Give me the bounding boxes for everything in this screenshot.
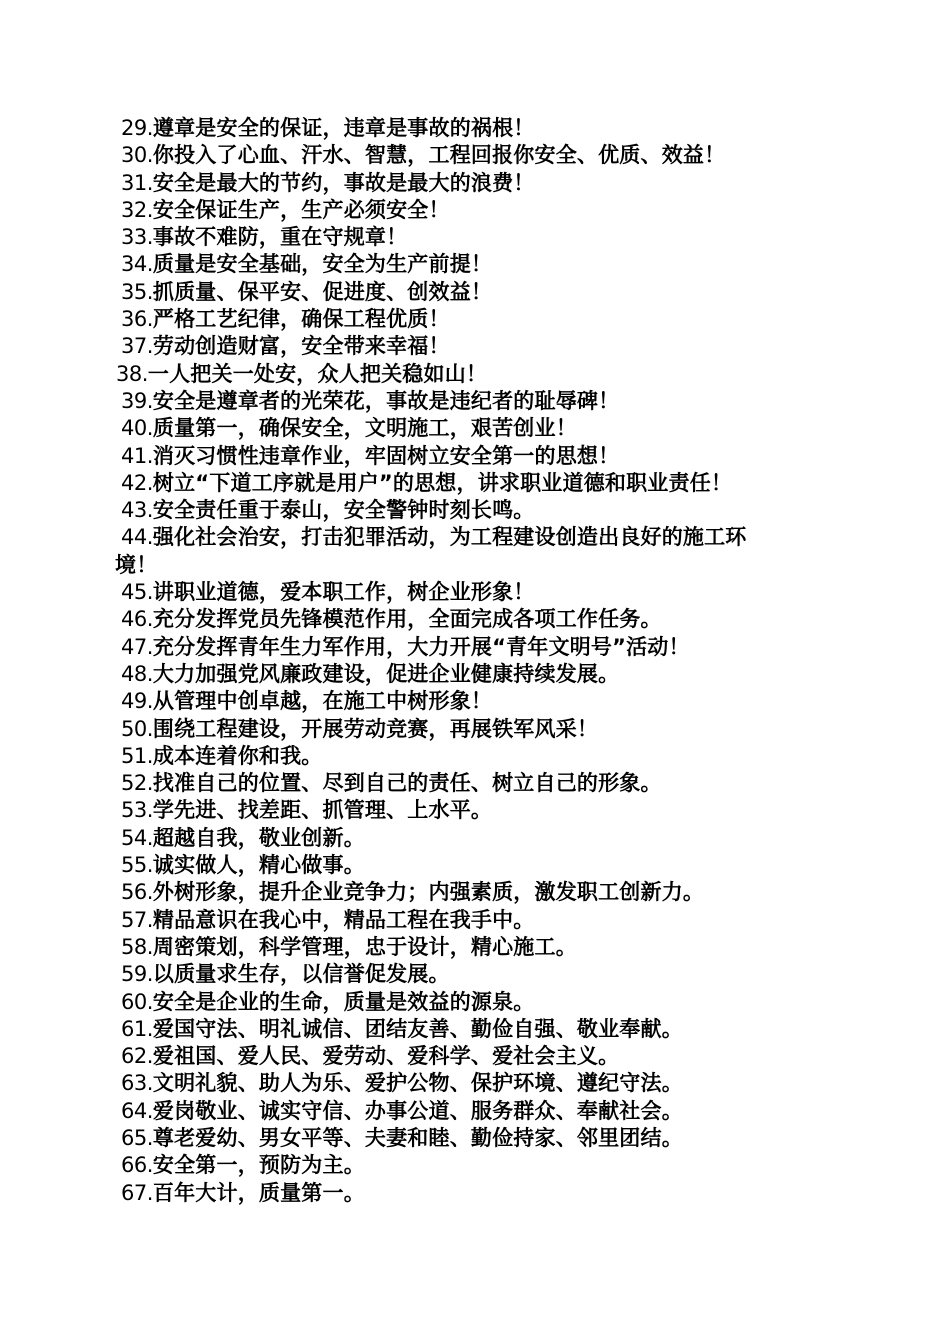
slogan-item [0, 197, 950, 224]
item-text: 事故不难防，重在守规章！ [152, 225, 408, 250]
item-text: 从管理中创卓越，在施工中树形象！ [152, 689, 493, 714]
item-text: 找准自己的位置、尽到自己的责任、树立自己的形象。 [152, 771, 662, 796]
slogan-item [0, 443, 950, 470]
item-number: 63. [121, 1071, 153, 1096]
item-text: 境！ [115, 552, 158, 577]
item-text: 安全是最大的节约，事故是最大的浪费！ [152, 170, 535, 195]
item-number: 29. [121, 116, 153, 140]
slogan-item [0, 415, 950, 442]
item-text: 文明礼貌、助人为乐、爱护公物、保护环境、遵纪守法。 [152, 1071, 683, 1096]
item-number: 65. [121, 1125, 153, 1150]
item-number: 49. [121, 689, 153, 714]
item-text: 精品意识在我心中，精品工程在我手中。 [152, 907, 535, 932]
slogan-item [0, 634, 950, 661]
item-number: 47. [121, 634, 153, 659]
item-number: 37. [121, 334, 153, 359]
item-number: 36. [121, 307, 153, 332]
item-text: 外树形象，提升企业竞争力；内强素质，激发职工创新力。 [152, 880, 705, 905]
item-number: 35. [121, 279, 153, 304]
item-number: 41. [121, 443, 153, 468]
slogan-item [0, 142, 950, 169]
item-text: 成本连着你和我。 [152, 743, 323, 768]
slogan-item [0, 797, 950, 824]
item-text: 安全责任重于泰山，安全警钟时刻长鸣。 [152, 498, 535, 523]
item-number: 48. [121, 661, 153, 686]
slogan-item [0, 688, 950, 715]
item-text: 百年大计，质量第一。 [152, 1180, 365, 1205]
item-number: 67. [121, 1180, 153, 1205]
item-number: 42. [121, 470, 153, 495]
item-text: 讲职业道德，爱本职工作，树企业形象！ [152, 580, 535, 605]
slogan-item [0, 333, 950, 360]
item-text: 消灭习惯性违章作业，牢固树立安全第一的思想！ [152, 443, 620, 468]
item-text: 围绕工程建设，开展劳动竞赛，再展铁军风采！ [152, 716, 599, 741]
item-text: 安全第一，预防为主。 [152, 1153, 365, 1178]
item-text: 充分发挥党员先锋模范作用，全面完成各项工作任务。 [152, 607, 662, 632]
item-number: 59. [121, 962, 153, 987]
slogan-item [0, 716, 950, 743]
slogan-item [0, 879, 950, 906]
slogan-item-continuation [0, 552, 950, 579]
item-number: 50. [121, 716, 153, 741]
slogan-item [0, 251, 950, 278]
item-text: 安全保证生产，生产必须安全！ [152, 197, 450, 222]
slogan-item [0, 907, 950, 934]
slogan-item [0, 361, 950, 388]
item-number: 30. [121, 143, 153, 168]
slogan-item [0, 1070, 950, 1097]
item-number: 34. [121, 252, 153, 277]
item-text: 遵章是安全的保证，违章是事故的祸根！ [152, 116, 535, 140]
slogan-item [0, 852, 950, 879]
item-text: 以质量求生存，以信誉促发展。 [152, 962, 450, 987]
item-text: 尊老爱幼、男女平等、夫妻和睦、勤俭持家、邻里团结。 [152, 1125, 683, 1150]
slogan-item [0, 1043, 950, 1070]
item-text: 安全是遵章者的光荣花，事故是违纪者的耻辱碑！ [152, 388, 620, 413]
slogan-item [0, 579, 950, 606]
slogan-item [0, 1180, 950, 1207]
item-number: 31. [121, 170, 153, 195]
item-text: 一人把关一处安，众人把关稳如山！ [147, 361, 488, 386]
item-number: 66. [121, 1153, 153, 1178]
slogan-item [0, 1152, 950, 1179]
item-number: 57. [121, 907, 153, 932]
item-number: 53. [121, 798, 153, 823]
slogan-item [0, 661, 950, 688]
item-text: 超越自我，敬业创新。 [152, 825, 365, 850]
item-number: 32. [121, 197, 153, 222]
item-number: 58. [121, 934, 153, 959]
slogan-item [0, 743, 950, 770]
item-text: 爱岗敬业、诚实守信、办事公道、服务群众、奉献社会。 [152, 1098, 683, 1123]
item-text: 质量第一，确保安全，文明施工，艰苦创业！ [152, 416, 577, 441]
item-number: 54. [121, 825, 153, 850]
item-text: 严格工艺纪律，确保工程优质！ [152, 307, 450, 332]
item-number: 61. [121, 1016, 153, 1041]
slogan-item [0, 279, 950, 306]
slogan-item [0, 1125, 950, 1152]
slogan-item [0, 1016, 950, 1043]
item-text: 大力加强党风廉政建设，促进企业健康持续发展。 [152, 661, 620, 686]
slogan-item [0, 606, 950, 633]
item-text: 安全是企业的生命，质量是效益的源泉。 [152, 989, 535, 1014]
item-number: 39. [121, 388, 153, 413]
item-number: 45. [121, 580, 153, 605]
item-text: 诚实做人，精心做事。 [152, 853, 365, 878]
slogan-item [0, 470, 950, 497]
item-number: 43. [121, 498, 153, 523]
item-number: 38. [116, 361, 148, 386]
slogan-list [0, 115, 950, 1207]
item-number: 44. [121, 525, 153, 550]
item-number: 55. [121, 853, 153, 878]
slogan-item [0, 1098, 950, 1125]
item-text: 你投入了心血、汗水、智慧，工程回报你安全、优质、效益！ [152, 143, 726, 168]
item-text: 学先进、找差距、抓管理、上水平。 [152, 798, 493, 823]
item-text: 爱国守法、明礼诚信、团结友善、勤俭自强、敬业奉献。 [152, 1016, 683, 1041]
item-text: 周密策划，科学管理，忠于设计，精心施工。 [152, 934, 577, 959]
item-text: 树立“下道工序就是用户”的思想，讲求职业道德和职业责任！ [152, 470, 733, 495]
slogan-item [0, 934, 950, 961]
item-number: 60. [121, 989, 153, 1014]
item-number: 56. [121, 880, 153, 905]
item-number: 46. [121, 607, 153, 632]
item-text: 质量是安全基础，安全为生产前提！ [152, 252, 493, 277]
item-text: 强化社会治安，打击犯罪活动，为工程建设创造出良好的施工环 [152, 525, 747, 550]
slogan-item [0, 306, 950, 333]
item-text: 抓质量、保平安、促进度、创效益！ [152, 279, 493, 304]
item-number: 64. [121, 1098, 153, 1123]
item-number: 33. [121, 225, 153, 250]
slogan-item [0, 770, 950, 797]
item-text: 劳动创造财富，安全带来幸福！ [152, 334, 450, 359]
slogan-item [0, 989, 950, 1016]
slogan-item [0, 170, 950, 197]
item-number: 51. [121, 743, 153, 768]
slogan-item [0, 497, 950, 524]
item-text: 充分发挥青年生力军作用，大力开展“青年文明号”活动！ [152, 634, 690, 659]
item-number: 52. [121, 771, 153, 796]
slogan-item [0, 115, 950, 142]
item-number: 62. [121, 1044, 153, 1069]
item-number: 40. [121, 416, 153, 441]
slogan-item [0, 388, 950, 415]
slogan-item [0, 224, 950, 251]
item-text: 爱祖国、爱人民、爱劳动、爱科学、爱社会主义。 [152, 1044, 620, 1069]
slogan-item [0, 524, 950, 551]
slogan-item [0, 961, 950, 988]
slogan-item [0, 825, 950, 852]
